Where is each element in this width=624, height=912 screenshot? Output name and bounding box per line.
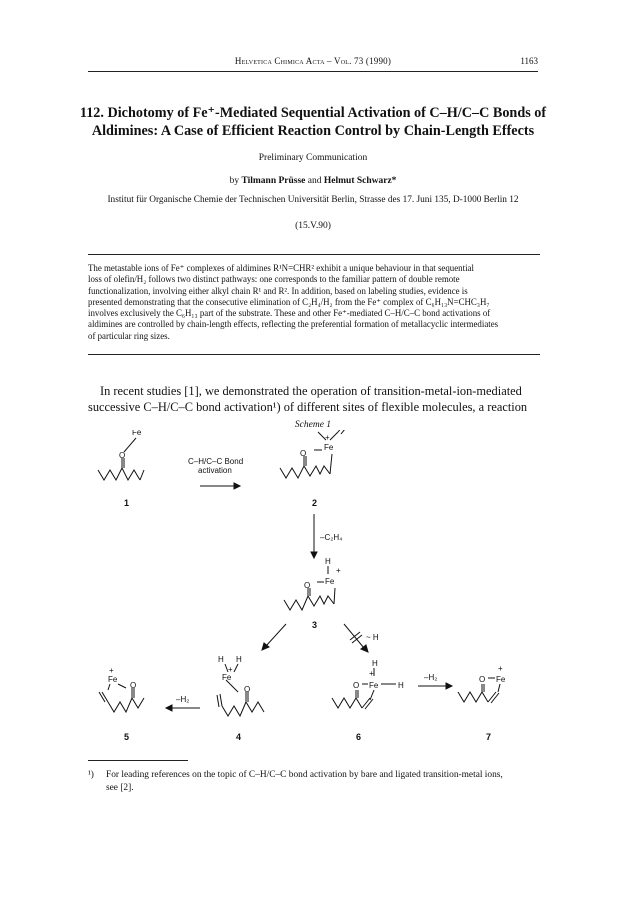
header-rule	[88, 71, 538, 72]
oxygen-atom: O	[353, 681, 360, 690]
footnote-rule	[88, 760, 188, 761]
compound-number: 6	[356, 732, 362, 742]
abstract-line: presented demonstrating that the consecutive elimination of C₂H₄/H₂ from the Fe⁺ complex of C₆H₁₃N=CHC₃H₇	[88, 296, 490, 307]
journal-name: Helvetica Chimica Acta – Vol. 73 (1990)	[234, 56, 392, 66]
institute: Institut für Organische Chemie der Technischen Universität Berlin, Strasse des 17. Juni 135, D-1000 Berlin 12	[107, 195, 519, 205]
compound-number: 2	[312, 498, 318, 508]
abstract-line: loss of olefin/H₂ follows two distinct pathways: one corresponds to the familiar pattern of double remote	[88, 274, 460, 285]
compound-4-structure	[217, 664, 264, 716]
oxygen-atom: O	[304, 581, 311, 590]
charge-plus: +	[228, 665, 233, 674]
compound-5-structure	[99, 684, 144, 712]
hydrogen-atom: H	[398, 681, 404, 690]
hydride-shift-label: ~ H	[366, 633, 379, 642]
arrow-label-line2: activation	[198, 466, 232, 475]
footnote-line: see [2].	[106, 783, 134, 793]
compound-2-structure	[280, 430, 349, 478]
received-date: (15.V.90)	[295, 221, 331, 231]
body-line: successive C–H/C–C bond activation¹) of different sites of flexible molecules, a reaction	[88, 400, 528, 414]
page-number: 1163	[520, 56, 538, 66]
running-head	[88, 56, 538, 70]
footnote-line: For leading references on the topic of C–H/C–C bond activation by bare and ligated transition-metal ions,	[106, 770, 503, 780]
author-1: Tilmann Prüsse	[241, 176, 306, 186]
abstract-line: aldimines are controlled by chain-length effects, reflecting the preferential formation of metallacyclic intermediates	[88, 319, 499, 330]
reaction-scheme	[88, 430, 540, 750]
iron-atom: Fe	[108, 675, 118, 684]
abstract-line: The metastable ions of Fe⁺ complexes of aldimines R¹N=CHR² exhibit a unique behaviour in that sequential	[88, 263, 474, 273]
loss-h2-label: –H₂	[424, 673, 438, 682]
iron-atom: Fe	[369, 681, 379, 690]
abstract	[88, 263, 540, 342]
footnote	[88, 769, 543, 795]
body-line: In recent studies [1], we demonstrated the operation of transition-metal-ion-mediated	[100, 384, 522, 398]
compound-number: 5	[124, 732, 130, 742]
charge-plus: +	[369, 669, 374, 678]
hydrogen-atom: H	[372, 659, 378, 668]
title-line-1: 112. Dichotomy of Fe⁺-Mediated Sequential Activation of C–H/C–C Bonds of	[79, 105, 547, 121]
footnote-mark: ¹)	[88, 770, 94, 780]
arrow-head	[234, 483, 240, 489]
charge-plus: +	[498, 664, 503, 673]
oxygen-atom: O	[300, 449, 307, 458]
charge-plus: +	[336, 566, 341, 575]
arrow-head	[311, 552, 317, 558]
oxygen-atom: O	[119, 451, 126, 460]
iron-atom: Fe	[325, 577, 335, 586]
body-paragraph	[88, 383, 540, 415]
hydrogen-atom: H	[325, 557, 331, 566]
arrow-head	[166, 705, 172, 711]
compound-6-structure	[332, 668, 396, 709]
loss-c2h4-label: –C₂H₄	[320, 533, 343, 542]
oxygen-atom: O	[244, 685, 251, 694]
charge-plus: +	[325, 433, 330, 442]
loss-h2-label: –H₂	[176, 695, 190, 704]
abstract-top-rule	[88, 254, 540, 255]
title-line-2: Aldimines: A Case of Efficient Reaction Control by Chain-Length Effects	[91, 123, 535, 139]
compound-number: 1	[124, 498, 130, 508]
hydrogen-atom: H	[218, 655, 224, 664]
iron-atom: Fe	[222, 673, 232, 682]
article-title	[78, 104, 548, 140]
author-line	[88, 176, 538, 186]
authors-and: and	[307, 176, 322, 186]
compound-number: 3	[312, 620, 318, 630]
compound-number: 7	[486, 732, 492, 742]
abstract-bottom-rule	[88, 354, 540, 355]
oxygen-atom: O	[130, 681, 137, 690]
charge-plus: +	[109, 666, 114, 675]
compound-number: 4	[236, 732, 242, 742]
iron-atom: Fe	[132, 430, 142, 437]
abstract-line: functionalization, involving either alkyl chain R¹ and R². In addition, based on labeling studies, evidence is	[88, 285, 468, 296]
oxygen-atom: O	[479, 675, 486, 684]
arrow-label-line1: C–H/C–C Bond	[188, 457, 244, 466]
reaction-arrow	[266, 624, 286, 646]
article-subtitle: Preliminary Communication	[258, 153, 368, 163]
author-2: Helmut Schwarz*	[323, 176, 397, 186]
hydrogen-atom: H	[236, 655, 242, 664]
arrow-head	[446, 683, 452, 689]
iron-atom: Fe	[496, 675, 506, 684]
abstract-line: of particular ring sizes.	[88, 330, 170, 341]
abstract-line: involves exclusively the C₆H₁₃ part of the substrate. These and other Fe⁺-mediated C–H/C–C bond activations of	[88, 308, 491, 319]
scheme-label: Scheme 1	[294, 420, 332, 430]
authors-prefix: by	[229, 176, 240, 186]
iron-atom: Fe	[324, 443, 334, 452]
